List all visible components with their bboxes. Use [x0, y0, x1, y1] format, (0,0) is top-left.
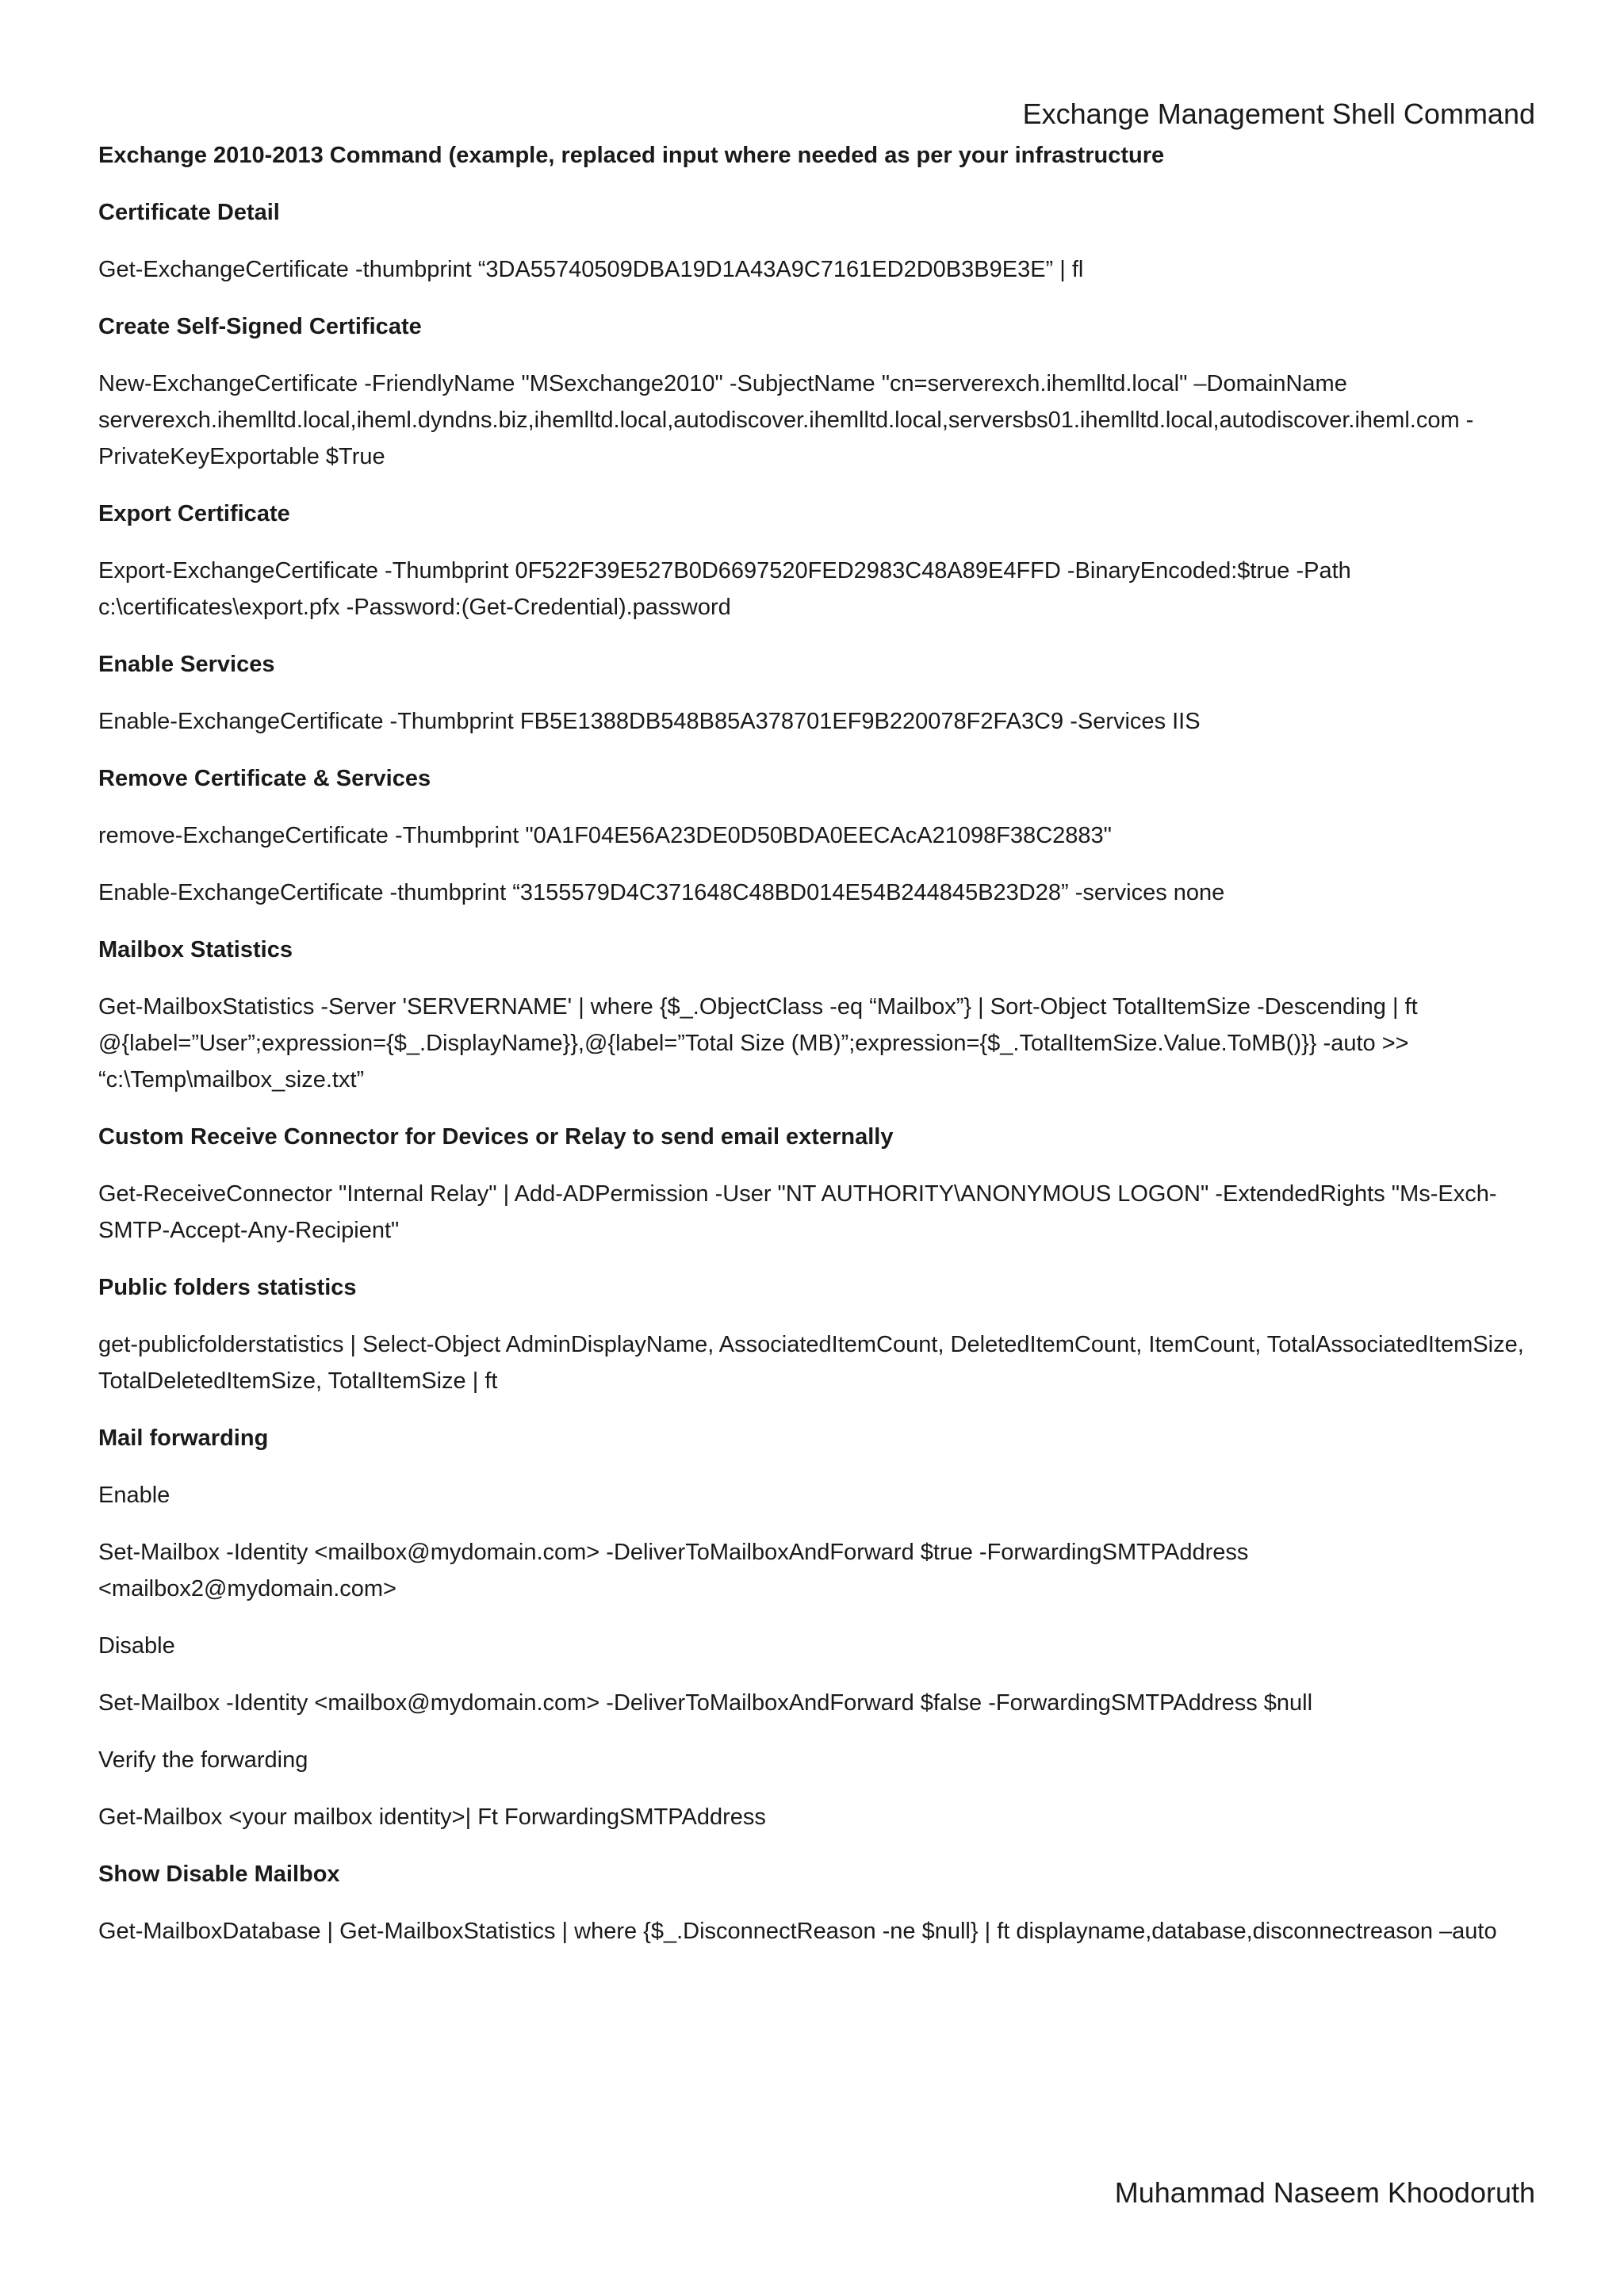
command-export-certificate: Export-ExchangeCertificate -Thumbprint 0F522F39E527B0D6697520FED2983C48A89E4FFD -BinaryEncoded:$true -Path c:\certificates\export.pfx -Password:(Get-Credential).password	[98, 558, 1351, 620]
heading-enable-services: Enable Services	[98, 652, 275, 677]
heading-mail-forwarding: Mail forwarding	[98, 1425, 269, 1451]
command-verify-forwarding: Get-Mailbox <your mailbox identity>| Ft ForwardingSMTPAddress	[98, 1804, 766, 1830]
page-footer-author: Muhammad Naseem Khoodoruth	[1114, 2176, 1535, 2209]
heading-self-signed: Create Self-Signed Certificate	[98, 314, 422, 339]
page-header-title: Exchange Management Shell Command	[1022, 98, 1535, 130]
command-public-folders: get-publicfolderstatistics | Select-Object AdminDisplayName, AssociatedItemCount, DeletedItemCount, ItemCount, TotalAssociatedItemSize, TotalDeletedItemSize, TotalItemSize | ft	[98, 1332, 1524, 1394]
command-enable-forwarding: Set-Mailbox -Identity <mailbox@mydomain.com> -DeliverToMailboxAndForward $true -ForwardingSMTPAddress <mailbox2@mydomain.com>	[98, 1540, 1249, 1601]
command-disabled-mailbox: Get-MailboxDatabase | Get-MailboxStatistics | where {$_.DisconnectReason -ne $null} | ft displayname,database,disconnectreason –auto	[98, 1919, 1497, 1944]
command-self-signed: New-ExchangeCertificate -FriendlyName "MSexchange2010" -SubjectName "cn=serverexch.ihemlltd.local" –DomainName serverexch.ihemlltd.local,iheml.dyndns.biz,ihemlltd.local,autodiscover.ihemlltd.local,serversbs01.ihemlltd.local,autodiscover.iheml.com -PrivateKeyExportable $True	[98, 371, 1474, 469]
document-body	[98, 137, 1549, 1970]
command-disable-forwarding: Set-Mailbox -Identity <mailbox@mydomain.com> -DeliverToMailboxAndForward $false -ForwardingSMTPAddress $null	[98, 1690, 1313, 1716]
heading-public-folders: Public folders statistics	[98, 1275, 357, 1300]
command-receive-connector: Get-ReceiveConnector "Internal Relay" | Add-ADPermission -User "NT AUTHORITY\ANONYMOUS LOGON" -ExtendedRights "Ms-Exch-SMTP-Accept-Any-Recipient"	[98, 1181, 1497, 1243]
label-verify: Verify the forwarding	[98, 1747, 308, 1773]
heading-certificate-detail: Certificate Detail	[98, 200, 280, 225]
command-services-none: Enable-ExchangeCertificate -thumbprint “3155579D4C371648C48BD014E54B244845B23D28” -services none	[98, 880, 1225, 905]
heading-remove-certificate: Remove Certificate & Services	[98, 766, 431, 791]
heading-export-certificate: Export Certificate	[98, 501, 290, 526]
intro-heading: Exchange 2010-2013 Command (example, replaced input where needed as per your infrastructure	[98, 143, 1165, 168]
command-certificate-detail: Get-ExchangeCertificate -thumbprint “3DA55740509DBA19D1A43A9C7161ED2D0B3B9E3E” | fl	[98, 257, 1084, 282]
label-enable: Enable	[98, 1483, 170, 1508]
command-enable-services: Enable-ExchangeCertificate -Thumbprint FB5E1388DB548B85A378701EF9B220078F2FA3C9 -Services IIS	[98, 709, 1201, 734]
heading-mailbox-statistics: Mailbox Statistics	[98, 937, 293, 962]
heading-receive-connector: Custom Receive Connector for Devices or Relay to send email externally	[98, 1124, 894, 1150]
command-remove-certificate: remove-ExchangeCertificate -Thumbprint "0A1F04E56A23DE0D50BDA0EECAcA21098F38C2883"	[98, 823, 1112, 848]
label-disable: Disable	[98, 1633, 175, 1659]
heading-disabled-mailbox: Show Disable Mailbox	[98, 1862, 340, 1887]
command-mailbox-statistics: Get-MailboxStatistics -Server 'SERVERNAME' | where {$_.ObjectClass -eq “Mailbox”} | Sort-Object TotalItemSize -Descending | ft @{label=”User”;expression={$_.DisplayName}},@{label=”Total Size (MB)”;expression={$_.TotalItemSize.Value.ToMB()}} -auto >> “c:\Temp\mailbox_size.txt”	[98, 994, 1418, 1093]
